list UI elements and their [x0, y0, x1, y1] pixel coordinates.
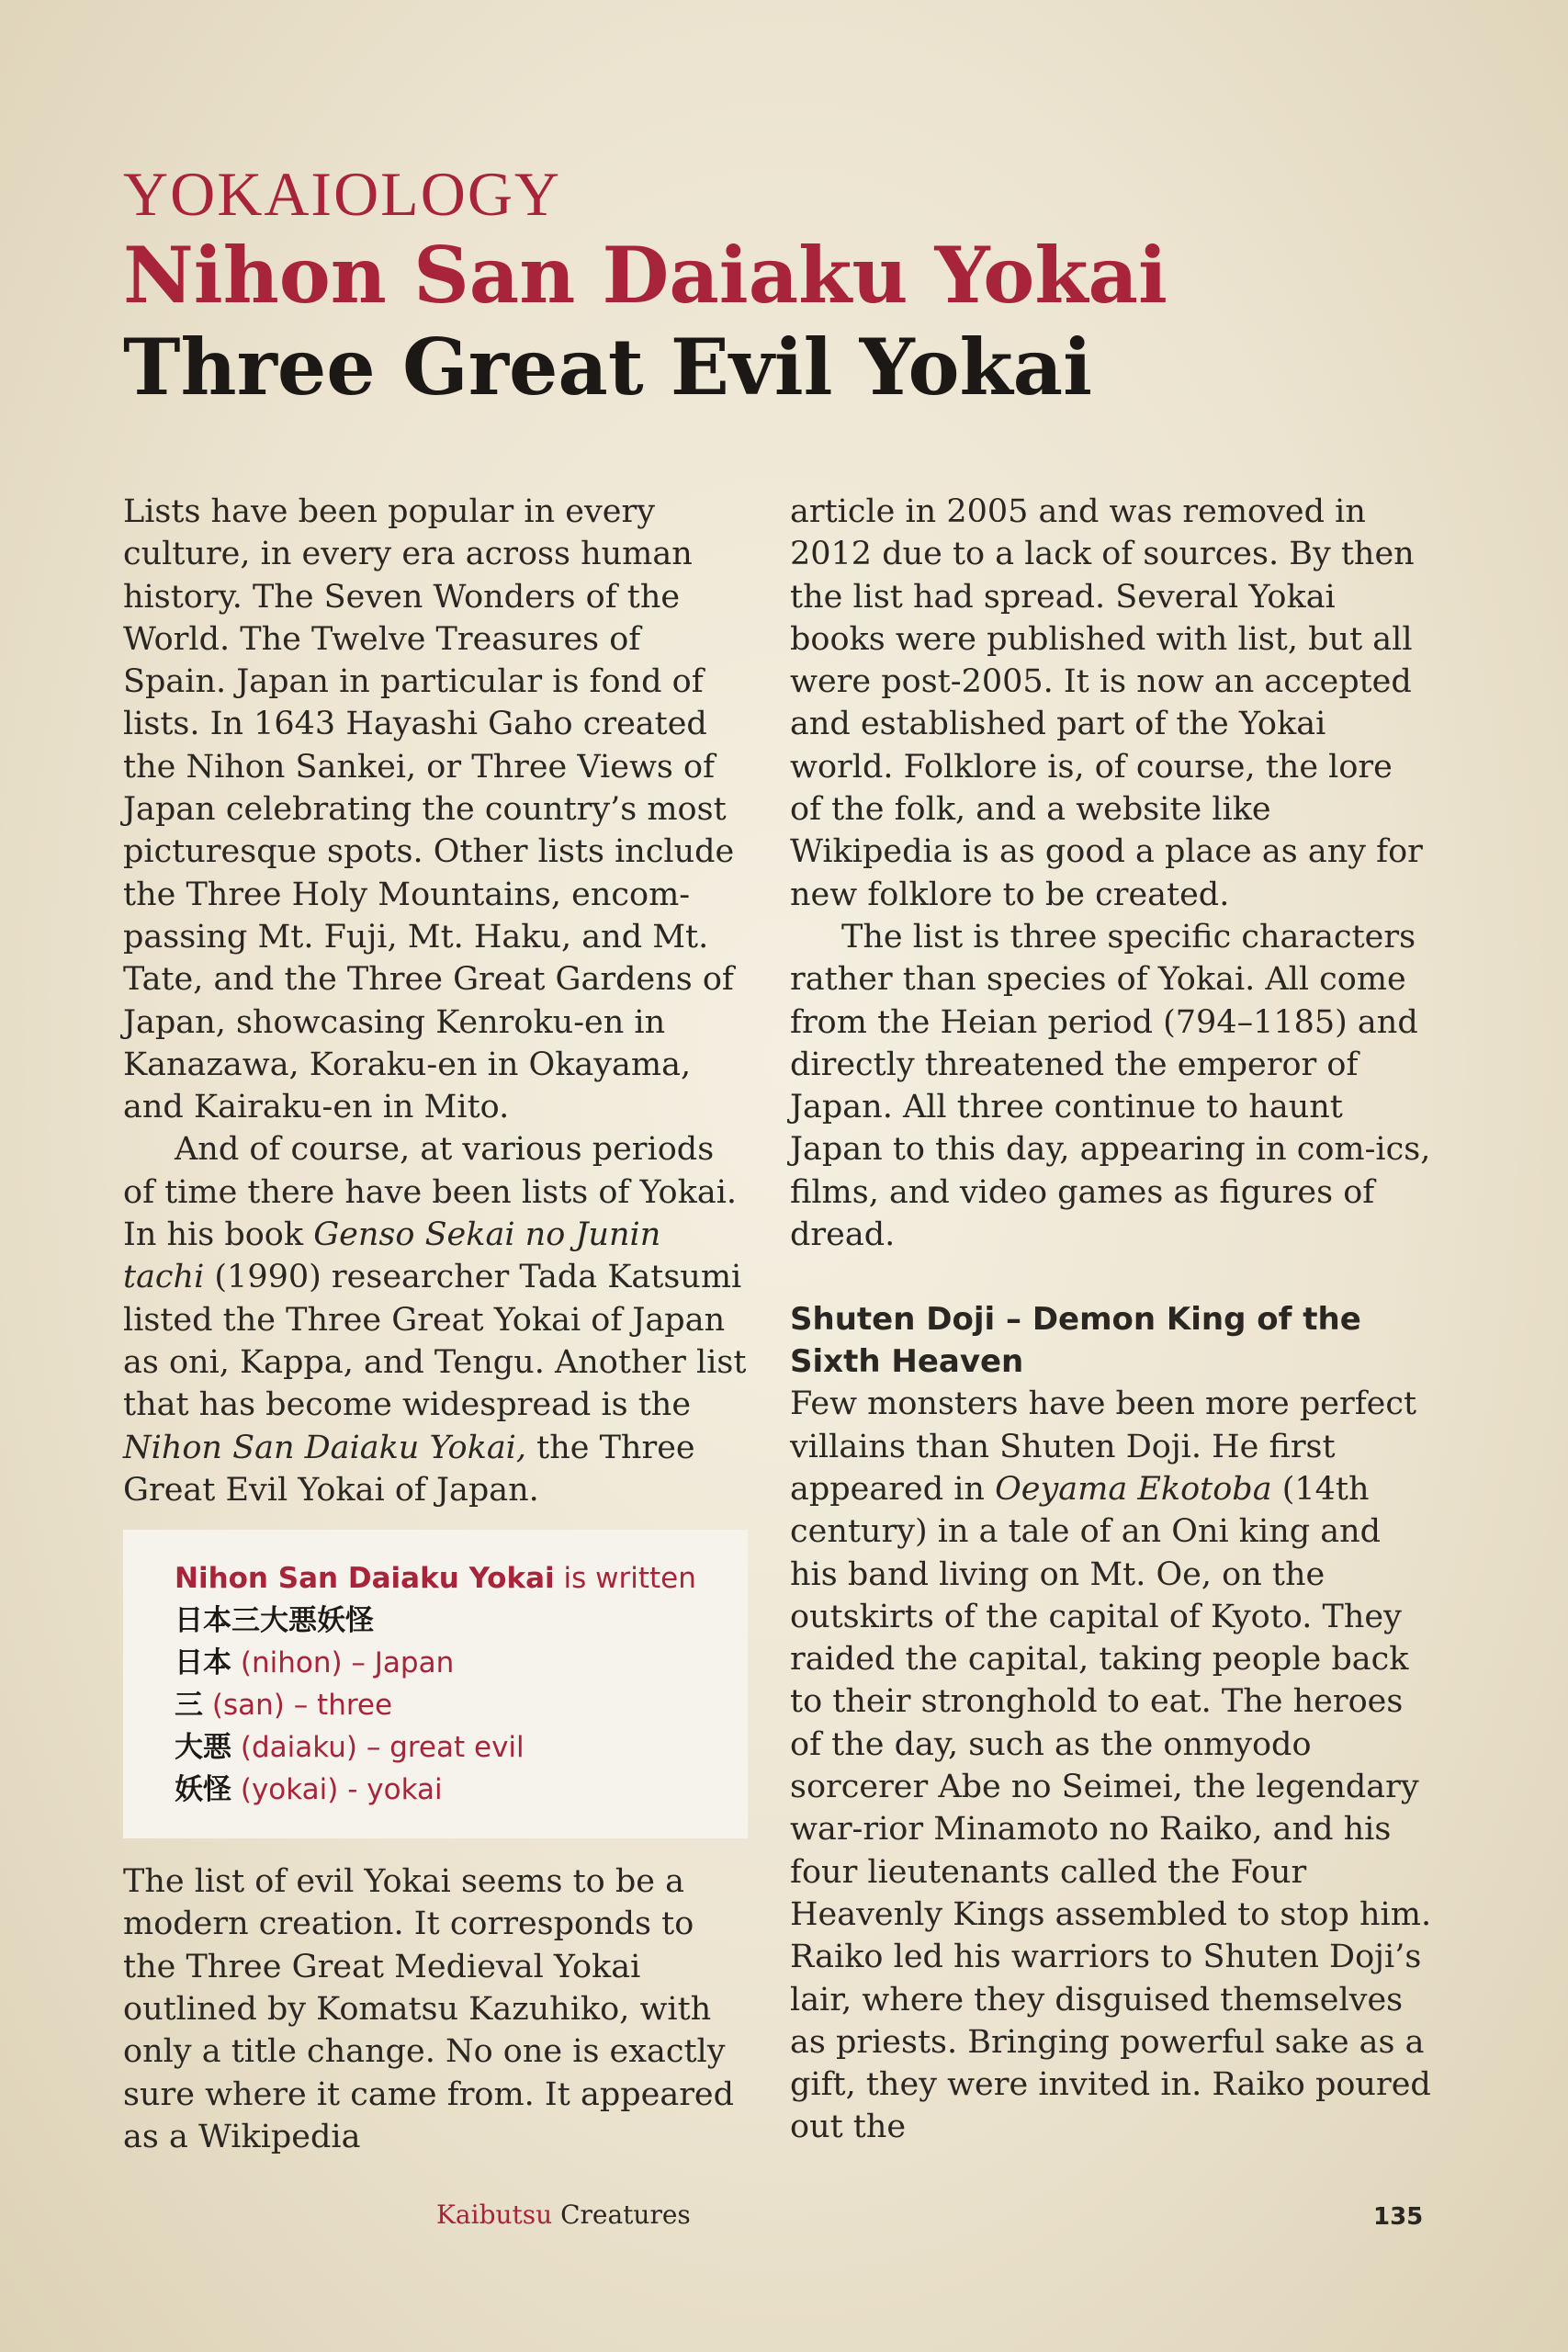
- paragraph-3: The list of evil Yokai seems to be a modern creation. It corresponds to the Three Great Medieval Yokai outlined by Komatsu Kazuhiko, with only a title change. No one is exactly sure where it came from. It appeared as a Wikipedia: [123, 1863, 735, 2155]
- sidebar-row-kanji: 大悪: [175, 1731, 231, 1765]
- sidebar-row-kanji: 妖怪: [175, 1773, 231, 1807]
- sidebar-row: [175, 1684, 711, 1726]
- sidebar-row: [175, 1726, 711, 1769]
- sidebar-row-gloss: (san) – three: [203, 1689, 393, 1723]
- paragraph-4: article in 2005 and was removed in 2012 due to a lack of sources. By then the list had spread. Several Yokai books were published with list, but all were post-2005. It is now an accepted and established part of the Yokai world. Folklore is, of course, the lore of the folk, and a website like Wikipedia is as good a place as any for new folklore to be created.: [790, 493, 1423, 913]
- sidebar-row: [175, 1769, 711, 1811]
- paragraph-6-text-b: (14th century) in a tale of an Oni king and his band living on Mt. Oe, on the outskirts of the capital of Kyoto. They raided the capital, taking people back to their stronghold to eat. The heroes of the day, such as the onmyodo sorcerer Abe no Seimei, the legendary war-rior Minamoto no Raiko, and his four lieutenants called the Four Heavenly Kings assembled to stop him. Raiko led his warriors to Shuten Doji’s lair, where they disguised themselves as priests. Bringing powerful sake as a gift, they were invited in. Raiko poured out the: [790, 1470, 1432, 2146]
- sidebar-heading-name: Nihon San Daiaku Yokai: [175, 1562, 555, 1596]
- page-title-english: Three Great Evil Yokai: [123, 322, 1093, 413]
- kanji-sidebar: [123, 1530, 748, 1838]
- paragraph-1: Lists have been popular in every culture, in every era across human history. The Seven Wonders of the World. The Twelve Treasures of Spain. Japan in particular is fond of lists. In 1643 Hayashi Gaho created the Nihon Sankei, or Three Views of Japan celebrating the country’s most picturesque spots. Other lists include the Three Holy Mountains, encom-passing Mt. Fuji, Mt. Haku, and Mt. Tate, and the Three Great Gardens of Japan, showcasing Kenroku-en in Kanazawa, Koraku-en in Okayama, and Kairaku-en in Mito.: [123, 493, 735, 1126]
- list-title: Nihon San Daiaku Yokai,: [123, 1429, 527, 1466]
- paragraph-5: The list is three specific characters rather than species of Yokai. All come from the Heian period (794–1185) and directly threatened the emperor of Japan. All three continue to haunt Japan to this day, appearing in com-ics, films, and video games as figures of dread.: [790, 918, 1431, 1254]
- paragraph-2: [123, 1128, 748, 1511]
- section-kicker: YOKAIOLOGY: [123, 159, 562, 229]
- sidebar-row-gloss: (nihon) – Japan: [231, 1646, 455, 1680]
- running-footer: [436, 2199, 691, 2230]
- left-column: [123, 491, 748, 2158]
- paragraph-2-text-a: And of course, at various periods of time there have been lists of Yokai. In his book: [123, 1131, 738, 1254]
- sidebar-row-gloss: (daiaku) – great evil: [231, 1731, 525, 1765]
- sidebar-heading: [175, 1557, 711, 1600]
- paragraph-2-text-c: the Three Great Evil Yokai of Japan.: [123, 1429, 695, 1509]
- right-column: [790, 491, 1433, 2149]
- paragraph-2-text-b: (1990) researcher Tada Katsumi listed the Three Great Yokai of Japan as oni, Kappa, and Tengu. Another list that has become widespread is the: [123, 1259, 747, 1424]
- sidebar-row: [175, 1642, 711, 1684]
- sidebar-row-kanji: 三: [175, 1689, 203, 1723]
- paragraph-6-text-a: Few monsters have been more perfect villains than Shuten Doji. He first appeared in: [790, 1385, 1417, 1508]
- footer-book-rest: Creatures: [552, 2199, 691, 2230]
- page-number: 135: [1373, 2203, 1424, 2231]
- book-title: Genso Sekai no Junin tachi: [123, 1216, 661, 1296]
- sidebar-kanji-full: 日本三大悪妖怪: [175, 1604, 374, 1638]
- page-title-japanese: Nihon San Daiaku Yokai: [123, 230, 1168, 321]
- subheading-shuten-doji: Shuten Doji – Demon King of the Sixth Heaven: [790, 1301, 1361, 1381]
- footer-book-red: Kaibutsu: [436, 2199, 553, 2230]
- work-title: Oeyama Ekotoba: [995, 1470, 1272, 1508]
- sidebar-row-gloss: (yokai) - yokai: [231, 1773, 443, 1807]
- sidebar-heading-suffix: is written: [554, 1562, 696, 1596]
- sidebar-row-kanji: 日本: [175, 1646, 231, 1680]
- paragraph-6: [790, 1383, 1433, 2148]
